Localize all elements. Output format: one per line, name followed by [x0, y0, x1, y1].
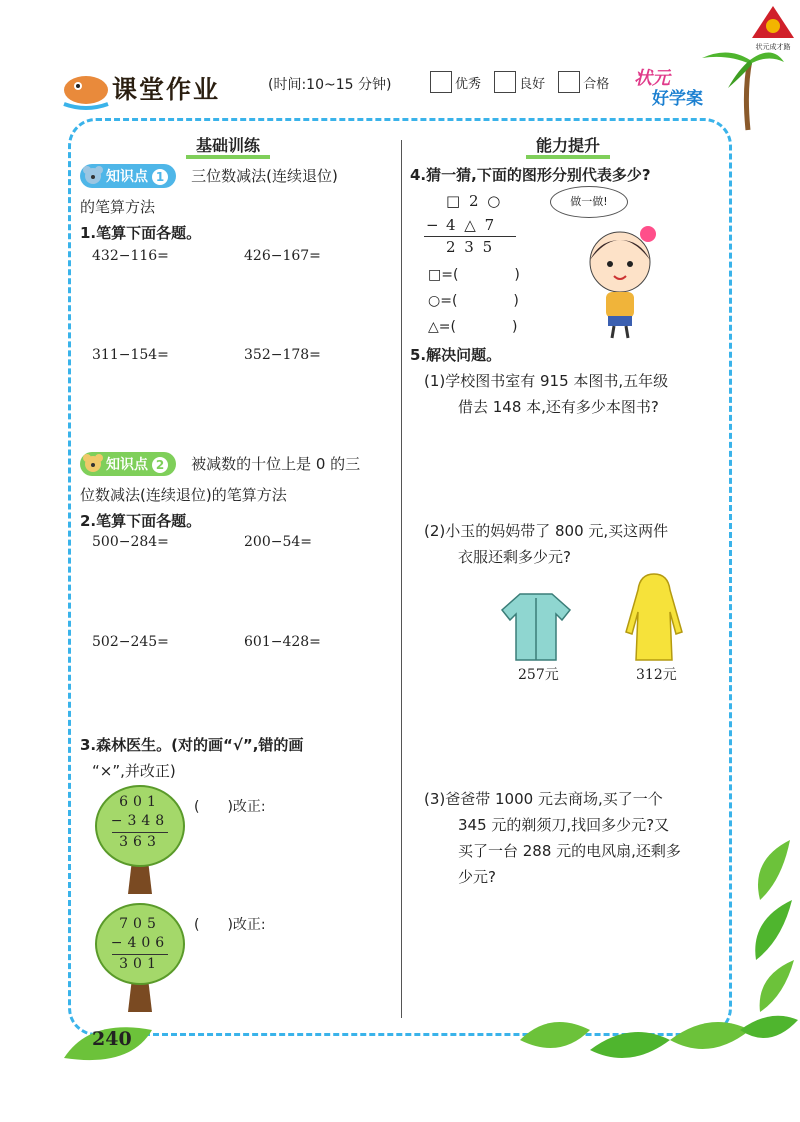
tree1-fix[interactable]: ( )改正:	[194, 799, 266, 815]
q4-answer-square[interactable]: □=( )	[428, 267, 520, 283]
rating-checkbox-pass[interactable]	[558, 71, 580, 93]
q3-title-a: 3.森林医生。(对的画“√”,错的画	[80, 736, 304, 754]
speech-bubble	[550, 186, 628, 218]
knowledge-label-1: 知识点	[106, 169, 148, 185]
column-divider	[401, 140, 402, 1018]
tree-problem-1	[94, 782, 186, 898]
q2-item-2: 200−54=	[244, 534, 312, 550]
knowledge-title-1a: 三位数减法(连续退位)	[191, 167, 338, 185]
page-number: 240	[92, 1028, 132, 1050]
q5-p2-line2: 衣服还剩多少元?	[458, 548, 571, 566]
q1-item-2: 426−167=	[244, 248, 321, 264]
tree1-line	[112, 832, 168, 833]
q5-p3-line2: 345 元的剃须刀,找回多少元?又	[458, 816, 670, 834]
knowledge-point-2	[80, 452, 360, 476]
koala-icon	[83, 453, 103, 473]
time-limit: (时间:10~15 分钟)	[268, 77, 392, 93]
tree1-subtrahend: −348	[110, 813, 170, 829]
brand-top: 状元	[634, 68, 670, 89]
q2-item-3: 502−245=	[92, 634, 169, 650]
knowledge-badge-1	[80, 164, 176, 188]
q1-item-3: 311−154=	[92, 347, 169, 363]
q5-title: 5.解决问题。	[410, 346, 502, 364]
tree1-minuend: 601	[119, 794, 161, 810]
raincoat-price: 312元	[636, 667, 677, 683]
q5-p3-line3: 买了一台 288 元的电风扇,还剩多	[458, 842, 681, 860]
tree2-line	[112, 954, 168, 955]
q4-line	[424, 236, 516, 237]
rating-checkbox-good[interactable]	[494, 71, 516, 93]
tree2-result: 301	[119, 956, 161, 972]
brand-bottom: 好学案	[652, 89, 703, 109]
rating-label-excellent: 优秀	[455, 76, 482, 92]
knowledge-title-2a: 被减数的十位上是 0 的三	[191, 455, 361, 473]
q1-title: 1.笔算下面各题。	[80, 224, 202, 242]
basic-training-title: 基础训练	[186, 136, 270, 159]
knowledge-point-1	[80, 164, 338, 188]
rating-label-pass: 合格	[583, 76, 610, 92]
q1-item-1: 432−116=	[92, 248, 169, 264]
q4-answer-circle[interactable]: ○=( )	[428, 293, 519, 309]
rating-options	[430, 71, 617, 93]
speech-bubble-text: 做一做!	[570, 195, 608, 208]
q2-title: 2.笔算下面各题。	[80, 512, 202, 530]
q2-item-1: 500−284=	[92, 534, 169, 550]
page-title: 课堂作业	[112, 75, 221, 104]
q4-title: 4.猜一猜,下面的图形分别代表多少?	[410, 166, 651, 184]
jacket-icon	[500, 590, 572, 662]
q4-answer-triangle[interactable]: △=( )	[428, 319, 518, 335]
q3-title-b: “×”,并改正)	[92, 762, 176, 780]
q5-p1-line1: (1)学校图书室有 915 本图书,五年级	[424, 372, 669, 390]
right-section-header	[526, 133, 610, 156]
logo-triangle-icon	[748, 4, 798, 40]
q2-item-4: 601−428=	[244, 634, 321, 650]
q1-item-4: 352−178=	[244, 347, 321, 363]
q4-row1: □ 2 ○	[446, 192, 503, 210]
knowledge-num-2: 2	[152, 457, 168, 473]
koala-icon	[83, 165, 103, 185]
knowledge-badge-2	[80, 452, 176, 476]
q5-p3-line4: 少元?	[458, 868, 496, 886]
tree2-fix[interactable]: ( )改正:	[194, 917, 266, 933]
ability-title: 能力提升	[526, 136, 610, 159]
corner-logo-text: 状元成才路	[755, 43, 791, 51]
tree2-minuend: 705	[119, 916, 161, 932]
tree-problem-2	[94, 900, 186, 1016]
q4-op: −	[426, 216, 439, 234]
jacket-price: 257元	[518, 667, 559, 683]
q4-row3: 2 3 5	[446, 238, 495, 256]
decorative-leaves-icon	[520, 840, 800, 1080]
q5-p3-line1: (3)爸爸带 1000 元去商场,买了一个	[424, 790, 663, 808]
knowledge-num-1: 1	[152, 169, 168, 185]
q5-p1-line2: 借去 148 本,还有多少本图书?	[458, 398, 659, 416]
knowledge-title-2b: 位数减法(连续退位)的笔算方法	[80, 486, 287, 504]
knowledge-title-1b: 的笔算方法	[80, 198, 156, 216]
q5-p2-line1: (2)小玉的妈妈带了 800 元,买这两件	[424, 522, 669, 540]
tree2-subtrahend: −406	[110, 935, 170, 951]
mascot-fish-icon	[56, 60, 116, 112]
left-section-header	[186, 133, 270, 156]
q4-row2: 4 △ 7	[446, 216, 497, 234]
knowledge-label-2: 知识点	[106, 457, 148, 473]
rating-checkbox-excellent[interactable]	[430, 71, 452, 93]
girl-cartoon-icon	[580, 220, 670, 340]
tree1-result: 363	[119, 834, 161, 850]
raincoat-icon	[624, 572, 684, 664]
rating-label-good: 良好	[519, 76, 546, 92]
